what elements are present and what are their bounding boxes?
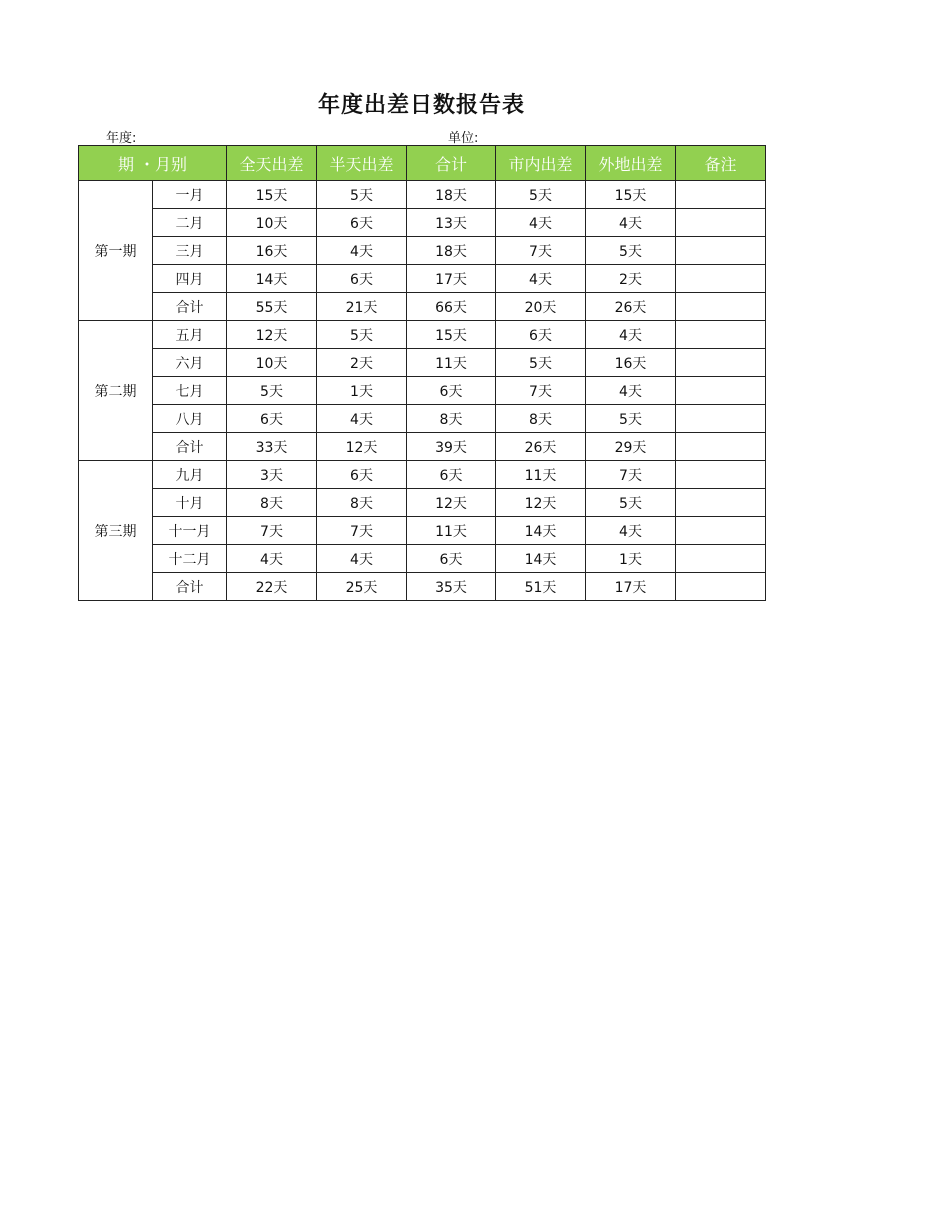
note-cell[interactable] [676, 181, 766, 209]
note-cell[interactable] [676, 489, 766, 517]
subtotal-row [79, 293, 766, 321]
city-cell: 11天 [496, 461, 586, 489]
month-cell: 十月 [153, 489, 227, 517]
total-cell: 6天 [407, 377, 496, 405]
note-cell[interactable] [676, 237, 766, 265]
month-cell: 十二月 [153, 545, 227, 573]
half-day-cell: 21天 [317, 293, 407, 321]
half-day-cell: 2天 [317, 349, 407, 377]
full-day-cell: 5天 [227, 377, 317, 405]
month-cell: 八月 [153, 405, 227, 433]
half-day-cell: 4天 [317, 405, 407, 433]
half-day-cell: 6天 [317, 209, 407, 237]
city-cell: 12天 [496, 489, 586, 517]
total-cell: 11天 [407, 517, 496, 545]
note-cell[interactable] [676, 517, 766, 545]
outside-cell: 26天 [586, 293, 676, 321]
half-day-cell: 4天 [317, 237, 407, 265]
table-row [79, 349, 766, 377]
note-cell[interactable] [676, 265, 766, 293]
total-cell: 6天 [407, 461, 496, 489]
month-cell: 三月 [153, 237, 227, 265]
header-period-month: 期 ・月别 [79, 146, 227, 181]
half-day-cell: 5天 [317, 181, 407, 209]
full-day-cell: 7天 [227, 517, 317, 545]
full-day-cell: 6天 [227, 405, 317, 433]
header-outside: 外地出差 [586, 146, 676, 181]
note-cell[interactable] [676, 433, 766, 461]
total-cell: 13天 [407, 209, 496, 237]
full-day-cell: 10天 [227, 349, 317, 377]
outside-cell: 4天 [586, 209, 676, 237]
period-cell: 第二期 [79, 321, 153, 461]
full-day-cell: 3天 [227, 461, 317, 489]
city-cell: 14天 [496, 517, 586, 545]
total-cell: 18天 [407, 237, 496, 265]
table-row [79, 405, 766, 433]
half-day-cell: 6天 [317, 265, 407, 293]
outside-cell: 16天 [586, 349, 676, 377]
table-row [79, 321, 766, 349]
note-cell[interactable] [676, 377, 766, 405]
full-day-cell: 22天 [227, 573, 317, 601]
full-day-cell: 33天 [227, 433, 317, 461]
table-row [79, 489, 766, 517]
outside-cell: 4天 [586, 517, 676, 545]
full-day-cell: 15天 [227, 181, 317, 209]
report-title: 年度出差日数报告表 [317, 92, 525, 118]
period-cell: 第三期 [79, 461, 153, 601]
half-day-cell: 6天 [317, 461, 407, 489]
half-day-cell: 1天 [317, 377, 407, 405]
table-row [79, 209, 766, 237]
total-cell: 18天 [407, 181, 496, 209]
outside-cell: 5天 [586, 489, 676, 517]
subtotal-row [79, 433, 766, 461]
table-row [79, 265, 766, 293]
city-cell: 4天 [496, 265, 586, 293]
full-day-cell: 10天 [227, 209, 317, 237]
month-cell: 五月 [153, 321, 227, 349]
outside-cell: 15天 [586, 181, 676, 209]
month-cell: 九月 [153, 461, 227, 489]
month-cell: 七月 [153, 377, 227, 405]
outside-cell: 17天 [586, 573, 676, 601]
full-day-cell: 55天 [227, 293, 317, 321]
month-cell: 六月 [153, 349, 227, 377]
full-day-cell: 12天 [227, 321, 317, 349]
table-row [79, 461, 766, 489]
table-row [79, 377, 766, 405]
outside-cell: 4天 [586, 321, 676, 349]
total-cell: 6天 [407, 545, 496, 573]
note-cell[interactable] [676, 545, 766, 573]
note-cell[interactable] [676, 461, 766, 489]
period-cell: 第一期 [79, 181, 153, 321]
city-cell: 26天 [496, 433, 586, 461]
subtotal-row [79, 573, 766, 601]
total-cell: 11天 [407, 349, 496, 377]
city-cell: 4天 [496, 209, 586, 237]
note-cell[interactable] [676, 293, 766, 321]
total-cell: 15天 [407, 321, 496, 349]
total-cell: 17天 [407, 265, 496, 293]
header-half-day: 半天出差 [317, 146, 407, 181]
city-cell: 8天 [496, 405, 586, 433]
city-cell: 5天 [496, 181, 586, 209]
header-row [79, 146, 766, 181]
outside-cell: 1天 [586, 545, 676, 573]
header-full-day: 全天出差 [227, 146, 317, 181]
header-note: 备注 [676, 146, 766, 181]
half-day-cell: 5天 [317, 321, 407, 349]
month-cell: 四月 [153, 265, 227, 293]
outside-cell: 7天 [586, 461, 676, 489]
note-cell[interactable] [676, 321, 766, 349]
full-day-cell: 8天 [227, 489, 317, 517]
table-row [79, 545, 766, 573]
header-total: 合计 [407, 146, 496, 181]
outside-cell: 29天 [586, 433, 676, 461]
total-cell: 35天 [407, 573, 496, 601]
unit-label: 单位: [448, 131, 479, 146]
total-cell: 39天 [407, 433, 496, 461]
city-cell: 6天 [496, 321, 586, 349]
half-day-cell: 8天 [317, 489, 407, 517]
table-row [79, 181, 766, 209]
outside-cell: 5天 [586, 405, 676, 433]
full-day-cell: 16天 [227, 237, 317, 265]
half-day-cell: 12天 [317, 433, 407, 461]
month-cell: 二月 [153, 209, 227, 237]
total-cell: 66天 [407, 293, 496, 321]
full-day-cell: 4天 [227, 545, 317, 573]
full-day-cell: 14天 [227, 265, 317, 293]
month-cell: 一月 [153, 181, 227, 209]
month-cell: 合计 [153, 573, 227, 601]
month-cell: 十一月 [153, 517, 227, 545]
outside-cell: 2天 [586, 265, 676, 293]
total-cell: 12天 [407, 489, 496, 517]
city-cell: 14天 [496, 545, 586, 573]
outside-cell: 4天 [586, 377, 676, 405]
city-cell: 51天 [496, 573, 586, 601]
half-day-cell: 7天 [317, 517, 407, 545]
city-cell: 7天 [496, 377, 586, 405]
travel-days-table [78, 145, 766, 601]
header-city: 市内出差 [496, 146, 586, 181]
city-cell: 7天 [496, 237, 586, 265]
year-label: 年度: [106, 131, 137, 146]
table-row [79, 517, 766, 545]
note-cell[interactable] [676, 209, 766, 237]
half-day-cell: 4天 [317, 545, 407, 573]
month-cell: 合计 [153, 433, 227, 461]
month-cell: 合计 [153, 293, 227, 321]
outside-cell: 5天 [586, 237, 676, 265]
city-cell: 5天 [496, 349, 586, 377]
city-cell: 20天 [496, 293, 586, 321]
note-cell[interactable] [676, 573, 766, 601]
note-cell[interactable] [676, 349, 766, 377]
note-cell[interactable] [676, 405, 766, 433]
table-row [79, 237, 766, 265]
total-cell: 8天 [407, 405, 496, 433]
half-day-cell: 25天 [317, 573, 407, 601]
